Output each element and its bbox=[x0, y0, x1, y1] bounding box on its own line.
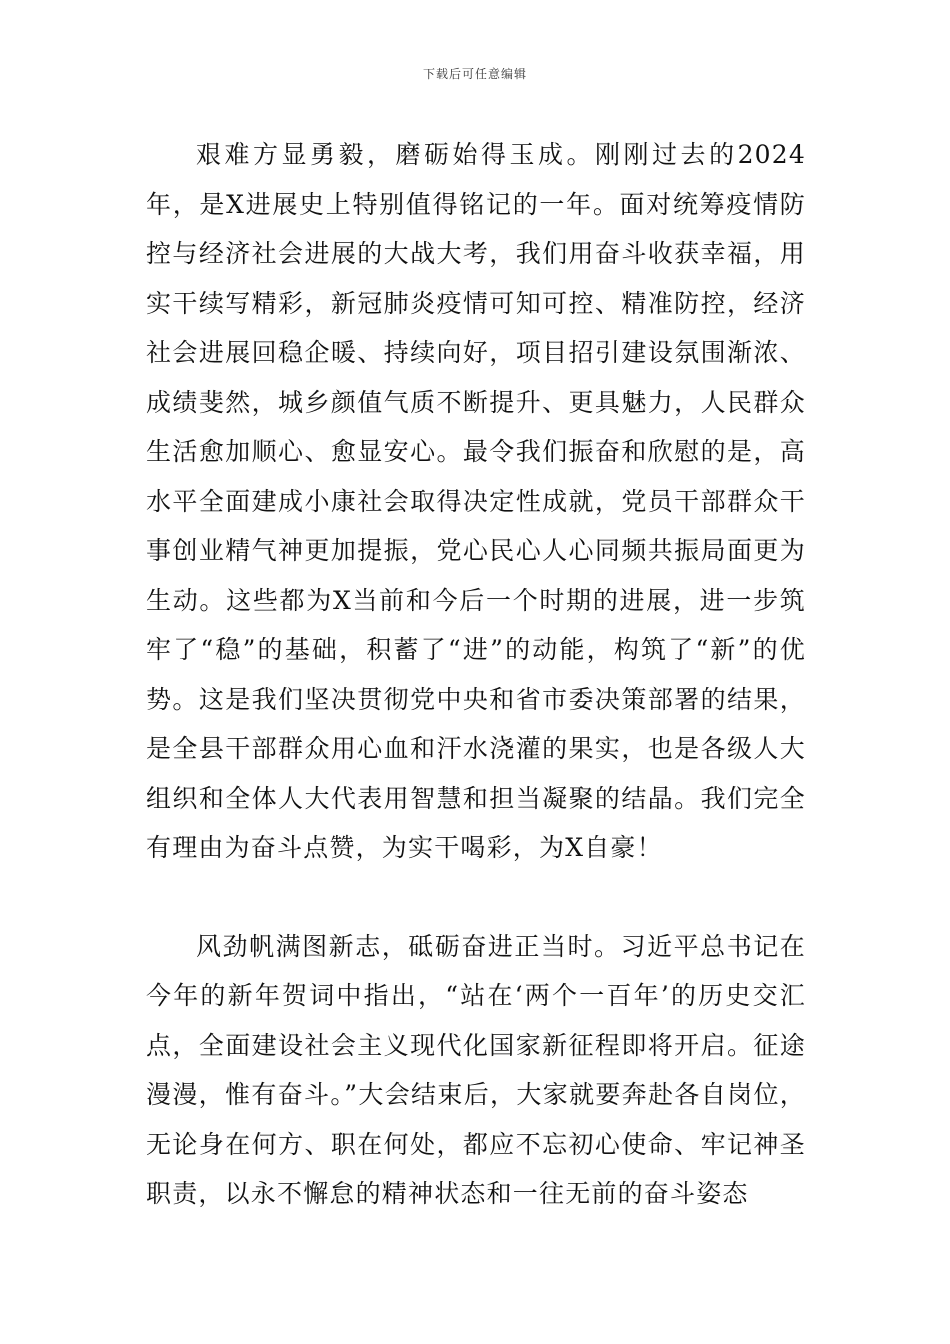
header-note: 下载后可任意编辑 bbox=[422, 67, 527, 81]
document-body bbox=[146, 130, 806, 1219]
paragraph-spacer bbox=[146, 873, 806, 922]
paragraph-1: 艰难方显勇毅，磨砺始得玉成。刚刚过去的2024年，是X进展史上特别值得铭记的一年。面对统筹疫情防控与经济社会进展的大战大考，我们用奋斗收获幸福，用实干续写精彩，新冠肺炎疫情可知可控、精准防控，经济社会进展回稳企暖、持续向好，项目招引建设氛围渐浓、成绩斐然，城乡颜值气质不断提升、更具魅力，人民群众生活愈加顺心、愈显安心。最令我们振奋和欣慰的是，高水平全面建成小康社会取得决定性成就，党员干部群众干事创业精气神更加提振，党心民心人心同频共振局面更为生动。这些都为X当前和今后一个时期的进展，进一步筑牢了“稳”的基础，积蓄了“进”的动能，构筑了“新”的优势。这是我们坚决贯彻党中央和省市委决策部署的结果，是全县干部群众用心血和汗水浇灌的果实，也是各级人大组织和全体人大代表用智慧和担当凝聚的结晶。我们完全有理由为奋斗点赞，为实干喝彩，为X自豪！ bbox=[146, 140, 806, 862]
paragraph-2: 风劲帆满图新志，砥砺奋进正当时。习近平总书记在今年的新年贺词中指出，“站在‘两个一百年’的历史交汇点，全面建设社会主义现代化国家新征程即将开启。征途漫漫，惟有奋斗。”大会结束后，大家就要奔赴各自岗位，无论身在何方、职在何处，都应不忘初心使命、牢记神圣职责，以永不懈怠的精神状态和一往无前的奋斗姿态 bbox=[146, 931, 806, 1208]
